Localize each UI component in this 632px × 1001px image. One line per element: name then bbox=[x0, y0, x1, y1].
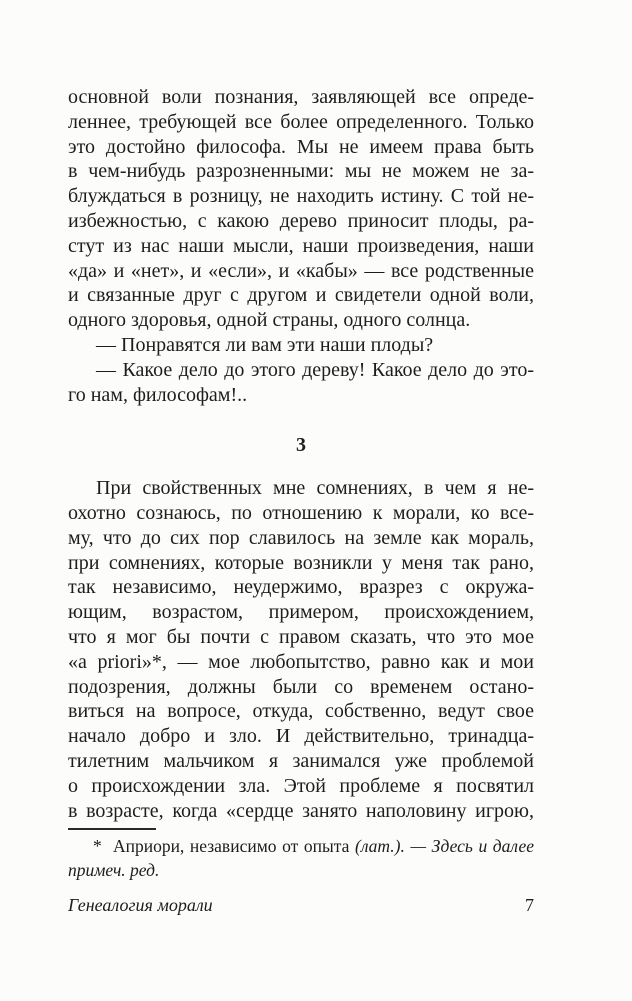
footnote-divider bbox=[68, 828, 156, 830]
dialogue-line-2 bbox=[68, 358, 534, 408]
text-line: в возрасте, когда «сердце занято наполовину игрою, bbox=[68, 799, 534, 822]
paragraph-section-3 bbox=[68, 476, 534, 823]
dialogue-line-1 bbox=[68, 333, 534, 358]
text-line: о происхождении зла. Этой проблеме я посвятил bbox=[68, 774, 534, 797]
text-line: ющим, возрастом, примером, происхождением, bbox=[68, 601, 534, 624]
text-line: блуждаться в розницу, не находить истину. С той не- bbox=[68, 185, 534, 208]
text-line: подозрения, должны были со временем остано- bbox=[68, 675, 534, 698]
text-line: му, что до сих пор славилось на земле как мораль, bbox=[68, 526, 534, 549]
text-line: что я мог бы почти с правом сказать, что это мое bbox=[68, 625, 534, 648]
text-line: — Какое дело до этого дереву! Какое дело до это- bbox=[96, 358, 534, 381]
text-line: одного здоровья, одной страны, одного солнца. bbox=[68, 309, 471, 332]
text-line: виться на вопросе, откуда, собственно, ведут свое bbox=[68, 700, 534, 723]
footnote-text bbox=[68, 834, 534, 882]
text-line: так независимо, неудержимо, вразрез с окружа- bbox=[68, 576, 534, 599]
section-heading: 3 bbox=[296, 434, 306, 457]
text-line: при сомнениях, которые возникли у меня так рано, bbox=[68, 551, 534, 574]
text-line: начало добро и зло. И действительно, тринадца- bbox=[68, 725, 534, 748]
text-column bbox=[68, 85, 534, 823]
running-title: Генеалогия морали bbox=[68, 895, 213, 915]
text-line: избежностью, с какою дерево приносит плоды, ра- bbox=[68, 209, 534, 232]
footnote-line bbox=[68, 834, 534, 858]
text-line: основной воли познания, заявляющей все опреде- bbox=[68, 86, 534, 108]
text-line: го нам, философам!.. bbox=[68, 383, 248, 406]
text-line: При свойственных мне сомнениях, в чем я не- bbox=[96, 477, 534, 500]
text-line: леннее, требующей все более определенного. Только bbox=[68, 110, 534, 133]
text-line: в чем-нибудь разрозненными: мы не можем не за- bbox=[68, 160, 534, 183]
text-line: «a priori»*, — мое любопытство, равно как и мои bbox=[68, 650, 534, 673]
footnote-italic-segment: примеч. ред. bbox=[68, 860, 160, 880]
text-line: тилетним мальчиком я занимался уже проблемой bbox=[68, 749, 534, 772]
footnote-italic-segment: (лат.). — Здесь и далее bbox=[355, 836, 534, 856]
text-line: охотно сознаюсь, по отношению к морали, ко все- bbox=[68, 501, 534, 524]
page-footer bbox=[68, 894, 534, 916]
text-line: стут из нас наши мысли, наши произведения, наши bbox=[68, 234, 534, 257]
footnote-line bbox=[68, 858, 534, 882]
footnote-segment: * Априори, независимо от опыта bbox=[93, 836, 355, 856]
text-line: это достойно философа. Мы не имеем права быть bbox=[68, 135, 534, 158]
paragraph-continuation bbox=[68, 85, 534, 333]
text-line: — Понравятся ли вам эти наши плоды? bbox=[96, 333, 434, 356]
text-line: и связанные друг с другом и свидетели одной воли, bbox=[68, 284, 534, 307]
text-line: «да» и «нет», и «если», и «кабы» — все родственные bbox=[68, 259, 534, 282]
page-number: 7 bbox=[525, 895, 534, 915]
